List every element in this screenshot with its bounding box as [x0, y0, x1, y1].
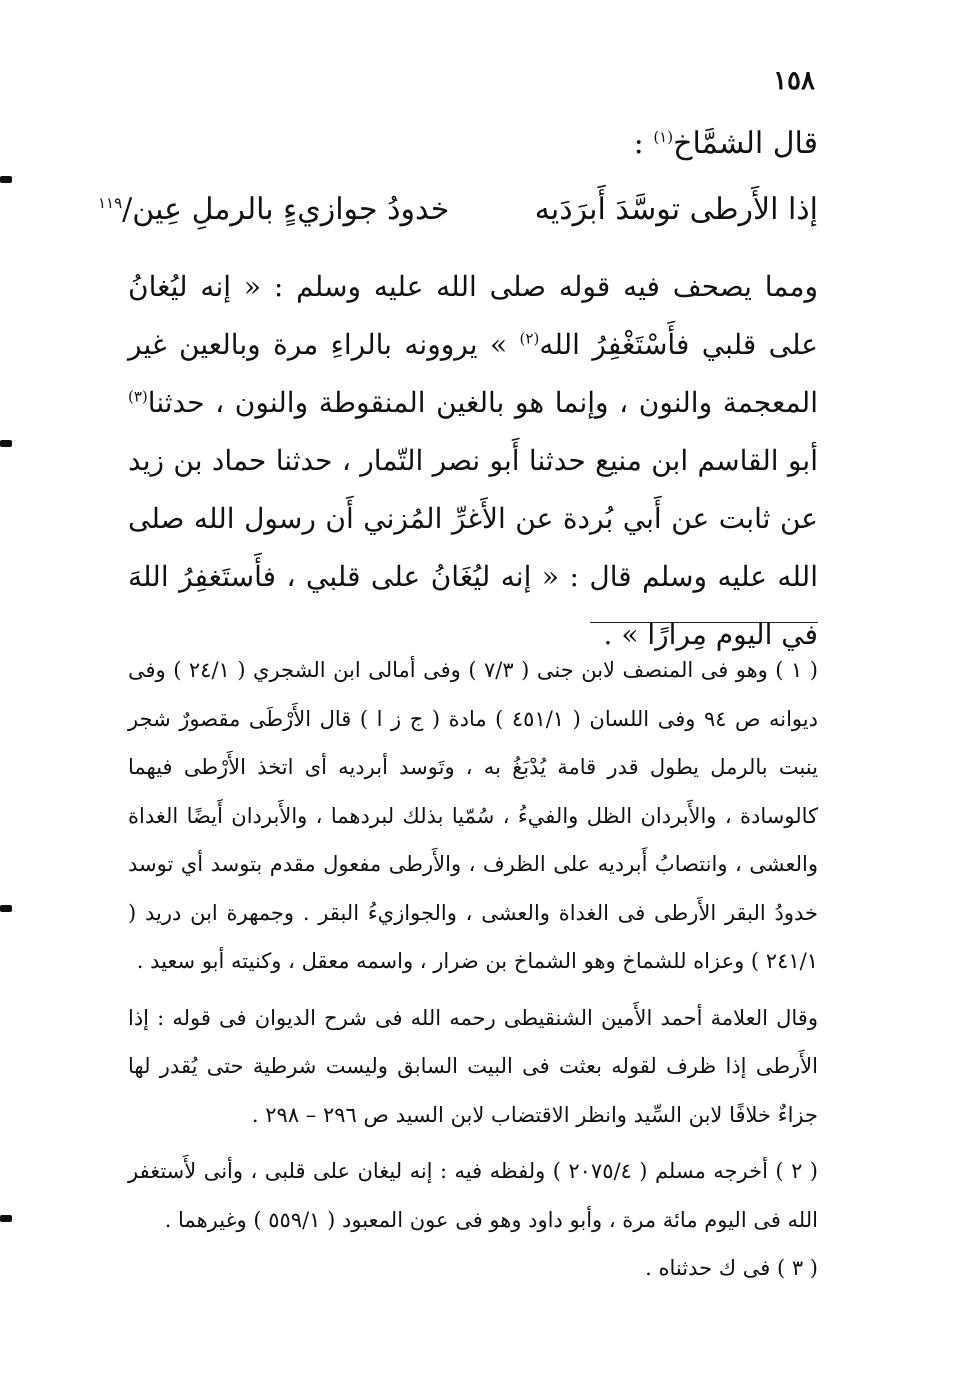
main-paragraph: [128, 258, 818, 664]
footnote-divider: [590, 622, 818, 623]
verse-first-hemistich: إذا الأَرطى توسَّدَ أَبرَدَيه: [534, 192, 818, 227]
marginal-reference: ١١٩: [98, 194, 123, 212]
poem-intro: [634, 126, 818, 161]
poem-verse: [98, 192, 818, 242]
verse-second-hemistich-text: خدودُ جوازيءٍ بالرملِ عِين/: [122, 192, 450, 227]
margin-mark: [0, 176, 12, 183]
footnote-2: ( ٢ ) أخرجه مسلم ( ٢٠٧٥/٤ ) ولفظه فيه : إنه ليغان على قلبى ، وأنى لأَستغفر الله فى اليوم مائة مرة ، وأبو داود وهو فى عون المعبود ( ٥٥٩/١ ) وغيرهما .: [128, 1159, 818, 1232]
margin-mark: [0, 905, 12, 912]
footnote-ref-1: (١): [653, 128, 674, 146]
verse-second-hemistich: [98, 192, 449, 227]
footnote-1: ( ١ ) وهو فى المنصف لابن جنى ( ٧/٣ ) وفى أمالى ابن الشجري ( ٢٤/١ ) وفى ديوانه ص ٩٤ وفى اللسان ( ٤٥١/١ ) مادة ( ج ز ا ) قال الأَرْطَى مقصورٌ شجر ينبت بالرمل يطول قدر قامة يُدْبَغُ به ، وتَوسد أبرديه أى اتخذ الأَرْطى فيهما كالوسادة ، والأَبردان الظل والفيءُ ، سُمّيا بذلك لبردهما ، والأَبردان أَيضًا الغداة والعشى ، وانتصابُ أَبرديه على الظرف ، والأَرطى مفعول مقدم بتوسد أي توسد خدودُ البقر الأَرطى فى الغداة والعشى ، والجوازيءُ البقر . وجمهرة ابن دريد ( ٢٤١/١ ) وعزاه للشماخ وهو الشماخ بن ضرار ، واسمه معقل ، وكنيته أبو سعيد .: [128, 658, 818, 973]
poem-intro-colon: :: [633, 126, 654, 161]
main-paragraph-text: [128, 258, 818, 664]
paragraph-part-2: » يروونه بالراءِ مرة وبالعين غير المعجمة والنون ، وإنما هو بالغين المنقوطة والنون ، حدثنا: [128, 328, 818, 419]
paragraph-part-3: أبو القاسم ابن منيع حدثنا أَبو نصر التّمار ، حدثنا حماد بن زيد عن ثابت عن أَبي بُردة عن الأَغرِّ المُزني أَن رسول الله صلى الله عليه وسلم قال : « إنه ليُغَانُ على قلبي ، فأَستَغفِرُ اللهَ في اليوم مِرارًا » .: [128, 444, 818, 651]
footnote-1-continuation: وقال العلامة أحمد الأَمين الشنقيطى رحمه الله فى شرح الديوان فى قوله : إذا الأَرطى إذا ظرف لقوله بعثت فى البيت السابق وليست شرطية حتى يُقدر لها جزاءٌ خلافًا لابن السِّيد وانظر الاقتضاب لابن السيد ص ٢٩٦ – ٢٩٨ .: [128, 1005, 818, 1127]
poem-intro-text: قال الشمَّاخ: [673, 126, 818, 161]
margin-mark: [0, 440, 12, 447]
footnote-ref-2: (٢): [519, 329, 540, 348]
margin-mark: [0, 1215, 12, 1222]
page-number: ١٥٨: [773, 66, 815, 96]
paragraph-part-1: ومما يصحف فيه قوله صلى الله عليه وسلم : « إنه ليُغانُ على قلبي فأَسْتَغْفِرُ الله: [128, 270, 819, 361]
footnote-ref-3: (٣): [128, 387, 148, 406]
footnotes: [128, 646, 818, 1293]
footnote-3: ( ٣ ) فى ك حدثناه .: [645, 1256, 818, 1280]
